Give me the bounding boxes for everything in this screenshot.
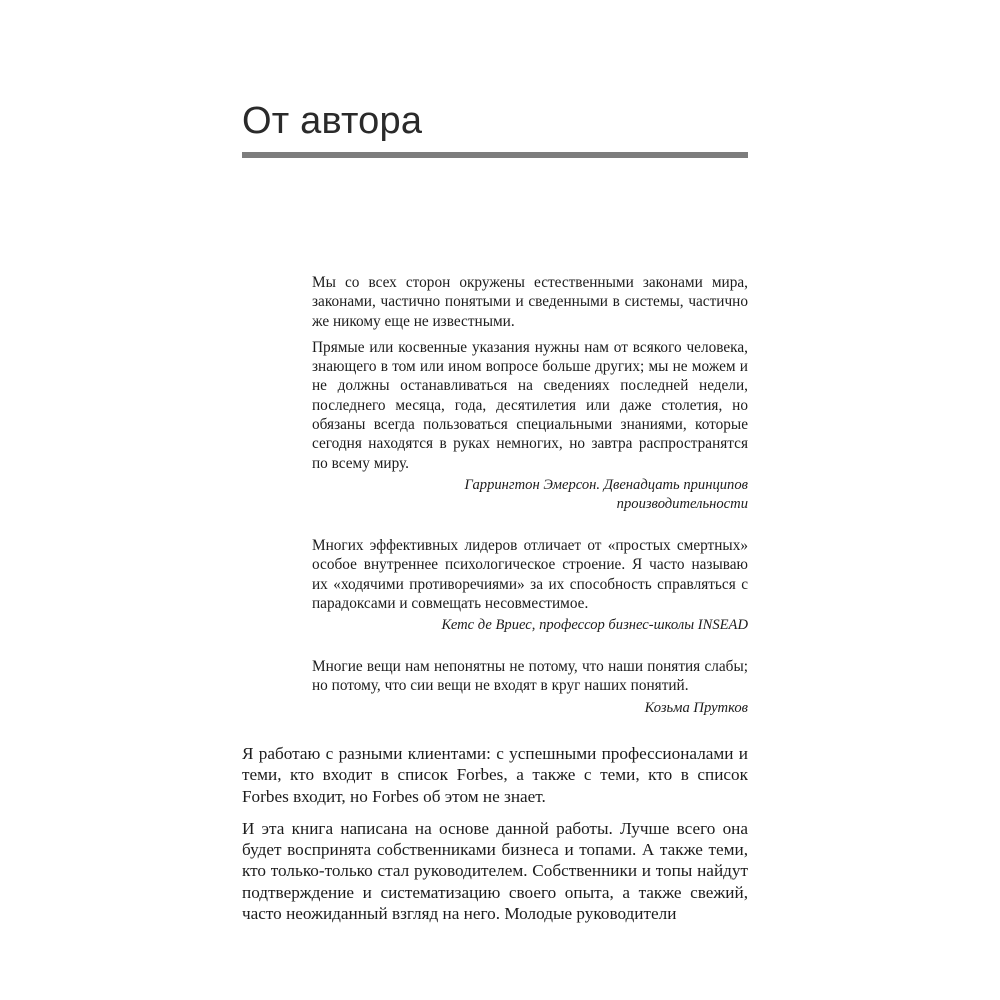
page-title: От автора [242, 100, 423, 142]
epigraph-paragraph: Прямые или косвенные указания нужны нам от всякого человека, знающего в том или ином вопросе больше других; мы не можем и не должны останавливаться на сведениях последней недели, последнего месяца, года, десятилетия или даже столетия, но обязаны всегда пользоваться специальными знаниями, которые сегодня находятся в руках немногих, но завтра распространятся по всему миру. [312, 338, 748, 472]
body-paragraph: Я работаю с разными клиентами: с успешными профессионалами и теми, кто входит в список Forbes, а также с теми, кто в список Forbes входит, но Forbes об этом не знает. [242, 744, 748, 806]
body-paragraph: И эта книга написана на основе данной работы. Лучше всего она будет воспринята собственниками бизнеса и топами. А также теми, кто только-только стал руководителем. Собственники и топы найдут подтверждение и систематизацию своего опыта, а также свежий, часто неожиданный взгляд на него. Молодые руководители [242, 818, 748, 924]
epigraph-attribution: производительности [616, 495, 748, 512]
epigraph-emerson [312, 273, 748, 514]
epigraph-attribution: Козьма Прутков [644, 699, 748, 716]
epigraph-paragraph: Мы со всех сторон окружены естественными законами мира, законами, частично понятыми и сведенными в системы, частично же никому еще не известными. [312, 274, 748, 330]
epigraph-kets-de-vries [312, 536, 748, 635]
epigraph-attribution: Кетс де Вриес, профессор бизнес-школы INSEAD [441, 617, 748, 634]
epigraph-paragraph: Многих эффективных лидеров отличает от «простых смертных» особое внутреннее психологическое строение. Я часто называю их «ходячими противоречиями» за их способность справляться с парадоксами и совмещать несовместимое. [312, 536, 748, 612]
epigraph-prutkov [312, 657, 748, 718]
epigraph-attribution: Гаррингтон Эмерсон. Двенадцать принципов [464, 476, 748, 493]
epigraphs-block [312, 273, 748, 718]
epigraph-paragraph: Многие вещи нам непонятны не потому, что наши понятия слабы; но потому, что сии вещи не входят в круг наших понятий. [312, 658, 748, 695]
title-divider [242, 152, 748, 158]
body-text [242, 743, 748, 935]
